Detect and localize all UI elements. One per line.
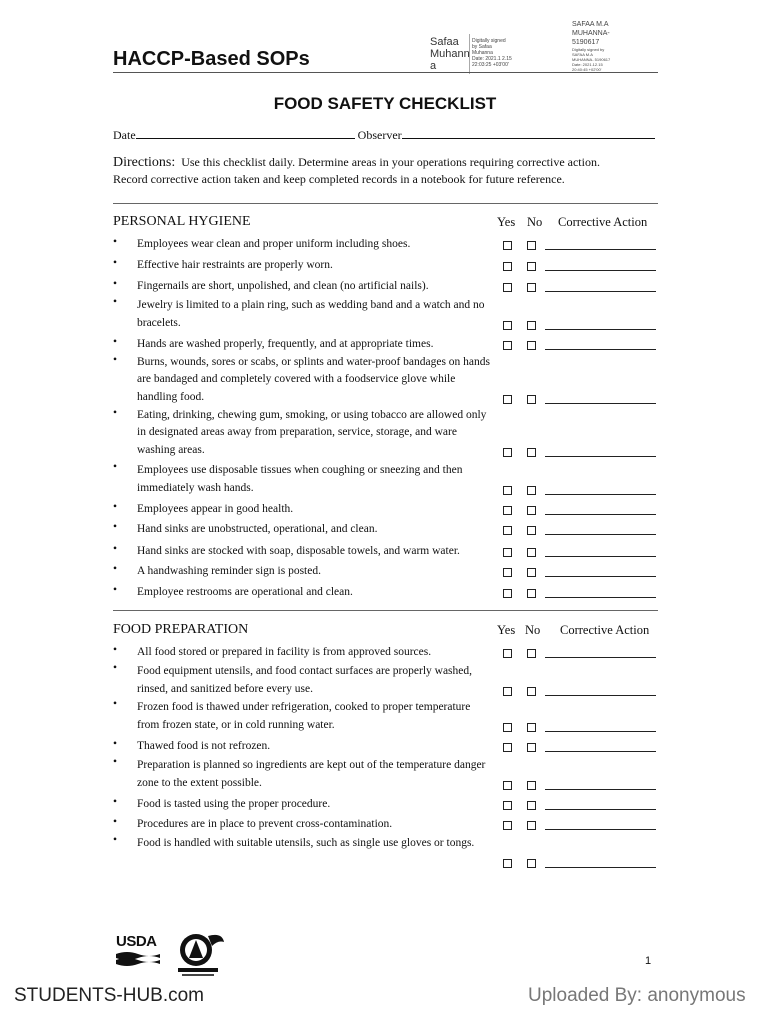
bullet-icon: • [113,698,118,710]
observer-field[interactable] [402,127,655,139]
no-checkbox[interactable] [527,262,536,271]
page-number: 1 [645,955,652,967]
directions-lead: Directions: [113,155,176,170]
directions-line-2: Record corrective action taken and keep completed records in a notebook for future reference. [113,172,565,186]
no-checkbox[interactable] [527,568,536,577]
signature-note-line: by Safaa [472,44,492,50]
no-checkbox[interactable] [527,341,536,350]
col-no: No [525,623,541,637]
corrective-action-field[interactable] [545,291,656,292]
bullet-icon: • [113,563,118,575]
no-checkbox[interactable] [527,241,536,250]
checklist-item-text: Preparation is planned so ingredients are kept out of the temperature danger zone to the extent possible. [137,759,486,789]
yes-checkbox[interactable] [503,589,512,598]
section-divider [113,203,658,204]
col-corrective-action: Corrective Action [560,623,650,637]
usda-logo-text: USDA [116,933,157,950]
yes-checkbox[interactable] [503,341,512,350]
bullet-icon: • [113,796,118,808]
no-checkbox[interactable] [527,526,536,535]
yes-checkbox[interactable] [503,321,512,330]
section-title-personal-hygiene: PERSONAL HYGIENE [113,214,251,229]
checklist-item-text: Employees use disposable tissues when coughing or sneezing and then immediately wash hands. [137,464,463,494]
checklist-item-text: Jewelry is limited to a plain ring, such as wedding band and a watch and no bracelets. [137,299,485,329]
checklist-item-text: Employees appear in good health. [137,503,294,515]
yes-checkbox[interactable] [503,486,512,495]
checklist-item [113,336,673,352]
signature-name-line: a [430,60,437,72]
corrective-action-field[interactable] [545,270,656,271]
checklist-item-text: Frozen food is thawed under refrigeration, cooked to proper temperature from frozen state, or in cold running water. [137,701,471,731]
date-label: Date [113,128,136,142]
yes-checkbox[interactable] [503,723,512,732]
checklist-item [113,461,673,497]
directions [113,154,673,187]
checklist-item [113,698,673,734]
signature-note-line: MUHANNA- 5190617 [572,57,611,62]
corrective-action-field[interactable] [545,789,656,790]
checklist-item [113,834,673,870]
corrective-action-field[interactable] [545,349,656,350]
bullet-icon: • [113,257,118,269]
signature-note-line: Date: 2021.1 2.15 [472,56,512,62]
col-yes: Yes [497,623,516,637]
footer-uploader: Uploaded By: anonymous [528,985,746,1006]
no-checkbox[interactable] [527,448,536,457]
signature-note-line: 20:40:45 +02'00' [572,67,602,72]
section-divider [113,610,658,611]
date-observer-line [113,127,658,143]
checklist-item-text: Fingernails are short, unpolished, and clean (no artificial nails). [137,280,429,292]
signature-note-line: SAFAA M.A [572,52,593,57]
page-title: FOOD SAFETY CHECKLIST [273,94,497,113]
signature-block-2 [572,20,610,47]
signature-note-line: Digitally signed [472,38,506,44]
bullet-icon: • [113,236,118,248]
bullet-icon: • [113,278,118,290]
bullet-icon: • [113,738,118,750]
yes-checkbox[interactable] [503,448,512,457]
bullet-icon: • [113,296,118,308]
corrective-action-field[interactable] [545,456,656,457]
checklist-item-text: Thawed food is not refrozen. [137,740,271,752]
bullet-icon: • [113,461,118,473]
checklist-item [113,816,673,832]
checklist-item-text: Eating, drinking, chewing gum, smoking, or using tobacco are allowed only in designated areas away from preparation, service, storage, and ware washing areas. [137,409,487,456]
signature-note-2 [572,47,610,72]
no-checkbox[interactable] [527,486,536,495]
bullet-icon: • [113,584,118,596]
yes-checkbox[interactable] [503,821,512,830]
yes-checkbox[interactable] [503,687,512,696]
yes-checkbox[interactable] [503,526,512,535]
col-yes: Yes [497,215,516,229]
signature-divider [469,34,470,74]
no-checkbox[interactable] [527,321,536,330]
no-checkbox[interactable] [527,506,536,515]
date-field[interactable] [136,127,355,139]
yes-checkbox[interactable] [503,859,512,868]
yes-checkbox[interactable] [503,568,512,577]
checklist-item-text: Food is tasted using the proper procedure. [137,798,331,810]
signature-note-1 [472,38,512,68]
checklist-item-text: Hand sinks are stocked with soap, disposable towels, and warm water. [137,545,460,557]
no-checkbox[interactable] [527,723,536,732]
organization-seal-icon [174,930,230,978]
signature-note-line: Date: 2021.12.15 [572,62,603,67]
no-checkbox[interactable] [527,743,536,752]
document-header-title: HACCP-Based SOPs [113,48,310,70]
yes-checkbox[interactable] [503,506,512,515]
checklist-item [113,756,673,792]
checklist-item [113,796,673,812]
yes-checkbox[interactable] [503,548,512,557]
no-checkbox[interactable] [527,649,536,658]
checklist-item [113,257,673,273]
signature-name-line: MUHANNA- [572,30,610,37]
usda-logo [116,934,160,968]
checklist-item-text: Effective hair restraints are properly worn. [137,259,333,271]
checklist-item-text: A handwashing reminder sign is posted. [137,565,321,577]
checklist-item [113,521,673,537]
header-rule [113,72,658,73]
bullet-icon: • [113,521,118,533]
bullet-icon: • [113,662,118,674]
checklist-item-text: Food equipment utensils, and food contact surfaces are properly washed, rinsed, and sanitized before every use. [137,665,472,695]
no-checkbox[interactable] [527,801,536,810]
yes-checkbox[interactable] [503,241,512,250]
no-checkbox[interactable] [527,821,536,830]
footer-site-link[interactable]: STUDENTS-HUB.com [14,985,205,1006]
bullet-icon: • [113,834,118,846]
checklist-item [113,543,673,559]
no-checkbox[interactable] [527,548,536,557]
signature-name-line: Muhann [430,48,470,60]
bullet-icon: • [113,543,118,555]
corrective-action-field[interactable] [545,731,656,732]
yes-checkbox[interactable] [503,262,512,271]
checklist-item-text: Hand sinks are unobstructed, operational, and clean. [137,523,378,535]
corrective-action-field[interactable] [545,751,656,752]
corrective-action-field[interactable] [545,249,656,250]
yes-checkbox[interactable] [503,801,512,810]
usda-logo-mark [116,950,160,966]
bullet-icon: • [113,501,118,513]
checklist-item [113,738,673,754]
bullet-icon: • [113,336,118,348]
no-checkbox[interactable] [527,687,536,696]
bullet-icon: • [113,816,118,828]
no-checkbox[interactable] [527,589,536,598]
checklist-item [113,236,673,252]
bullet-icon: • [113,354,118,366]
checklist-item [113,407,673,459]
yes-checkbox[interactable] [503,781,512,790]
checklist-item-text: Food is handled with suitable utensils, such as single use gloves or tongs. [137,837,475,849]
corrective-action-field[interactable] [545,576,656,577]
checklist-item-text: Procedures are in place to prevent cross-contamination. [137,818,393,830]
corrective-action-field[interactable] [545,556,656,557]
corrective-action-field[interactable] [545,534,656,535]
checklist-item [113,501,673,517]
checklist-item [113,278,673,294]
checklist-item [113,296,673,332]
corrective-action-field[interactable] [545,514,656,515]
yes-checkbox[interactable] [503,283,512,292]
observer-label: Observer [357,128,402,142]
checklist-item-text: Employees wear clean and proper uniform including shoes. [137,238,411,250]
corrective-action-field[interactable] [545,657,656,658]
no-checkbox[interactable] [527,395,536,404]
signature-name-line: 5190617 [572,39,600,46]
checklist-item [113,584,673,600]
section-title-food-preparation: FOOD PREPARATION [113,622,249,637]
corrective-action-field[interactable] [545,494,656,495]
corrective-action-field[interactable] [545,867,656,868]
yes-checkbox[interactable] [503,743,512,752]
signature-name-line: Safaa [430,36,459,48]
corrective-action-field[interactable] [545,329,656,330]
checklist-item [113,662,673,698]
checklist-item-text: All food stored or prepared in facility is from approved sources. [137,646,432,658]
corrective-action-field[interactable] [545,829,656,830]
checklist-item-text: Hands are washed properly, frequently, and at appropriate times. [137,338,434,350]
yes-checkbox[interactable] [503,649,512,658]
signature-note-line: 22:03:25 +03'00' [472,62,509,68]
yes-checkbox[interactable] [503,395,512,404]
corrective-action-field[interactable] [545,597,656,598]
signature-note-line: Digitally signed by [572,47,605,52]
no-checkbox[interactable] [527,859,536,868]
directions-line-1: Use this checklist daily. Determine areas in your operations requiring corrective action. [181,155,600,169]
checklist-item [113,354,673,406]
checklist-item-text: Burns, wounds, sores or scabs, or splints and water-proof bandages on hands are bandaged and completely covered with a foodservice glove while handling food. [137,356,491,403]
no-checkbox[interactable] [527,781,536,790]
checklist-item [113,563,673,579]
corrective-action-field[interactable] [545,809,656,810]
checklist-item-text: Employee restrooms are operational and clean. [137,586,353,598]
col-corrective-action: Corrective Action [558,215,648,229]
corrective-action-field[interactable] [545,403,656,404]
corrective-action-field[interactable] [545,695,656,696]
col-no: No [527,215,543,229]
signature-name-line: SAFAA M.A [572,21,609,28]
checklist-item [113,644,673,660]
no-checkbox[interactable] [527,283,536,292]
bullet-icon: • [113,644,118,656]
bullet-icon: • [113,756,118,768]
signature-block-1 [430,36,470,72]
bullet-icon: • [113,407,118,419]
signature-note-line: Muhanna [472,50,493,56]
